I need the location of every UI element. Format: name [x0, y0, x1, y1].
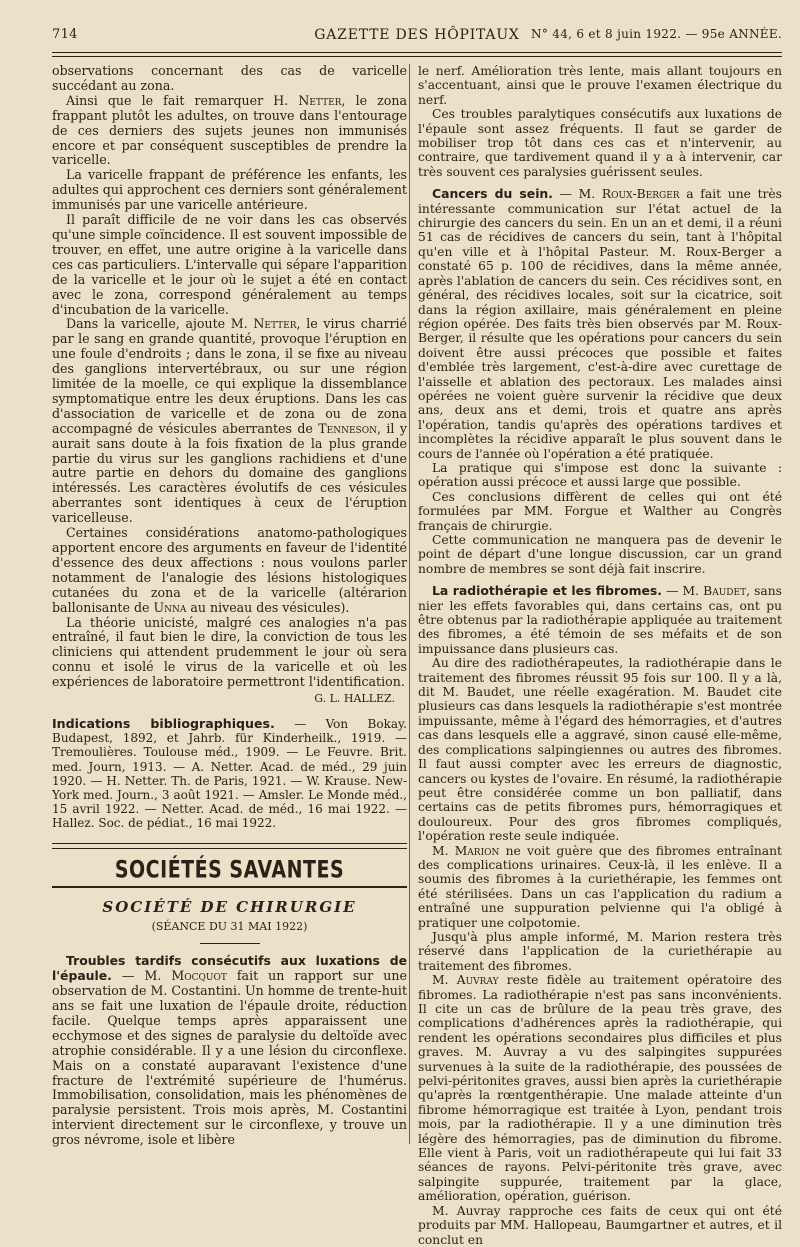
session-date: (SÉANCE DU 31 MAI 1922) — [151, 920, 308, 934]
paragraph: Ces troubles paralytiques consécutifs aux luxations de l'épaule sont assez fréquents. Il faut se garder de mobiliser trop tôt dans ces cas et n'intervenir, au contraire, que tardivement quand il y a à intervenir, car très souvent ces paralysies guérissent seules. — [418, 107, 782, 179]
paragraph: Dans la varicelle, ajoute M. Netter, le virus charrié par le sang en grande quantité, provoque l'éruption en une foule d'endroits ; dans le zona, il se fixe au niveau des ganglions intervertébraux, ou sur une région limitée de la moelle, ce qui explique la dissemblance symptomatique entre les deux éruptions. Dans les cas d'association de varicelle et de zona ou de zona accompagné de vésicules aberrantes de Tenneson, il y aurait sans doute à la fois fixation de la plus grande partie du virus sur les ganglions rachidiens et d'une autre partie en dehors du domaine des ganglions intéressés. Les caractères évolutifs de ces vésicules aberrantes sont identiques à ceux de l'éruption varicelleuse. — [52, 316, 407, 526]
paragraph: Cancers du sein. — M. Roux-Berger a fait une très intéressante communication sur l'état actuel de la chirurgie des cancers du sein. En un an et demi, il a réuni 51 cas de récidives de cancers du sein, tant à l'hôpital qu'en ville et à l'hôpital Pasteur. M. Roux-Berger a constaté 65 p. 100 de récidives, dans la même année, après l'ablation de cancers du sein. Ces récidives sont, en général, des récidives locales, soit sur la cicatrice, soit dans la région axillaire, mais généralement en pleine région opérée. Des faits très bien observés par M. Roux-Berger, il résulte que les opérations pour cancers du sein doivent être aussi précoces que possible et faites d'emblée très largement, c'est-à-dire avec curettage de l'aisselle et ablation des pectoraux. Les malades ainsi opérées ne voient guère survenir la récidive que deux ans, deux ans et demi, trois et quatre ans après l'opération, tandis qu'après des opérations tardives et incomplètes la récidive apparaît le plus souvent dans le cours de l'année où l'opération a été pratiquée. — [418, 186, 782, 461]
paragraph: Certaines considérations anatomo-pathologiques apportent encore des arguments en faveur de l'identité d'essence des deux affections : nous voulons parler notamment de l'analogie des lésions histologiques cutanées du zona et de la varicelle (altérarion ballonisante de Unna au niveau des vésicules). — [52, 525, 407, 615]
header-rule-second — [52, 56, 782, 57]
header-rule — [52, 52, 782, 53]
left-column — [52, 64, 407, 1148]
page-number: 714 — [52, 27, 78, 42]
journal-title: GAZETTE DES HÔPITAUX — [314, 27, 520, 43]
paragraph: Ainsi que le fait remarquer H. Netter, le zona frappant plutôt les adultes, on trouve dans l'entourage de ces derniers des sujets jeunes non immunisés encore et par conséquent susceptibles de prendre la varicelle. — [52, 92, 407, 168]
paragraph: Au dire des radiothérapeutes, la radiothérapie dans le traitement des fibromes réussit 95 fois sur 100. Il y a là, dit M. Baudet, une réelle exagération. M. Baudet cite plusieurs cas dans lesquels la radiothérapie s'est montrée impuissante, même à l'égard des hémorragies, et d'autres cas dans lesquels elle a aggravé, sinon causé elle-même, des complications salpingiennes ou autres des fibromes. Il faut aussi compter avec les erreurs de diagnostic, cancers ou kystes de l'ovaire. En résumé, la radiothérapie peut être considérée comme un bon palliatif, dans certains cas de petits fibromes purs, hémorragiques et douloureux. Pour des gros fibromes compliqués, l'opération reste seule indiquée. — [418, 656, 782, 844]
paragraph: Troubles tardifs consécutifs aux luxations de l'épaule. — M. Mocquot fait un rapport sur une observation de M. Costantini. Un homme de trente-huit ans se fait une luxation de l'épaule droite, réduction facile. Quelque temps après apparaissent une ecchymose et des signes de paralysie du deltoïde avec atrophie considérable. Il y a une lésion du circonflexe. Mais on a constaté auparavant l'existence d'une fracture de l'extrémité supérieure de l'humérus. Immobilisation, consolidation, mais les phénomènes de paralysie persistent. Trois mois après, M. Costantini intervient directement sur le circonflexe, y trouve un gros névrome, isole et libère — [52, 953, 408, 1148]
author-name: Netter — [298, 92, 342, 108]
section-separator — [52, 843, 407, 849]
paragraph: M. Auvray reste fidèle au traitement opératoire des fibromes. La radiothérapie n'est pas sans inconvénients. Il cite un cas de brûlure de la peau très grave, des complications d'adhérences après la radiothérapie, qui rendent les opérations secondaires plus difficiles et plus graves. M. Auvray a vu des salpingites suppurées survenues à la suite de la radiothérapie, des poussées de pelvi-péritonites graves, aussi bien après la curiethérapie qu'après la rœntgenthérapie. Une malade atteinte d'un fibrome hémorragique est traitée à Lyon, pendant trois mois, par la radiothérapie. Il y a une diminution très légère des hémorragies, pas de diminution du fibrome. Elle vient à Paris, voit un radiothérapeute qui lui fait 33 séances de rayons. Pelvi-péritonite très grave, avec salpingite suppurée, traitement par la glace, amélioration, opération, guérison. — [418, 973, 782, 1204]
paragraph: La pratique qui s'impose est donc la suivante : opération aussi précoce et aussi large que possible. — [418, 460, 782, 490]
paragraph: le nerf. Amélioration très lente, mais allant toujours en s'accentuant, ainsi que le prouve l'examen électrique du nerf. — [418, 64, 782, 107]
author-name: Unna — [153, 599, 187, 615]
column-divider — [409, 64, 410, 1144]
bibliography-text: — Von Bokay. Budapest, 1892, et Jahrb. für Kinderheilk., 1919. — Tremoulières. Toulouse méd., 1909. — Le Feuvre. Brit. med. Journ, 1913. — A. Netter. Acad. de méd., 29 juin 1920. — H. Netter. Th. de Paris, 1921. — W. Krause. New-York med. Journ., 3 août 1921. — Amsler. Le Monde méd., 15 avril 1922. — Netter. Acad. de méd., 16 mai 1922. — Hallez. Soc. de pédiat., 16 mai 1922. — [52, 716, 407, 831]
running-header — [52, 27, 782, 47]
article-title: Troubles tardifs consécutifs aux luxations de l'épaule. — [52, 953, 407, 984]
article-title: La radiothérapie et les fibromes. — [432, 583, 663, 599]
author-name: Mocquot — [171, 968, 227, 984]
issue-info: N° 44, 6 et 8 juin 1922. — 95e ANNÉE. — [531, 27, 782, 41]
author-name: Marion — [454, 843, 500, 858]
bibliography-title: Indications bibliographiques. — [52, 715, 275, 731]
paragraph: La varicelle frappant de préférence les enfants, les adultes qui approchent ces derniers sont généralement immunisés par une varicelle antérieure. — [52, 167, 407, 213]
paragraph: M. Auvray rapproche ces faits de ceux qui ont été produits par MM. Hallopeau, Baumgartner et autres, et il conclut en — [418, 1203, 782, 1247]
paragraph: La radiothérapie et les fibromes. — M. Baudet, sans nier les effets favorables qui, dans certains cas, ont pu être obtenus par la radiothérapie appliquée au traitement des fibromes, a été témoin de ses méfaits et de son impuissance dans plusieurs cas. — [418, 583, 782, 656]
author-name: Baudet — [703, 584, 747, 599]
paragraph: La théorie unicisté, malgré ces analogies n'a pas entraîné, il faut bien le dire, la conviction de tous les cliniciens qui attendent prudemment le jour où sera connu et isolé le virus de la varicelle et où les expériences de laboratoire permettront l'identification. — [52, 614, 407, 690]
author-signature: G. L. HALLEZ. — [314, 692, 395, 706]
paragraph: observations concernant des cas de varicelle succédant au zona. — [52, 63, 407, 93]
author-name: Tenneson — [318, 420, 377, 436]
section-rule — [52, 886, 407, 888]
short-rule — [200, 943, 260, 944]
bibliography — [52, 717, 407, 831]
paragraph: M. Marion ne voit guère que des fibromes entraînant des complications urinaires. Ceux-là, il les enlève. Il a soumis des fibromes à la curiethérapie, les femmes ont été stérilisées. Dans un cas l'application du radium a entraîné une suppuration pelvienne qui l'a obligé à pratiquer une colpotomie. — [418, 843, 782, 930]
author-name: Auvray — [456, 973, 499, 988]
paragraph: Cette communication ne manquera pas de devenir le point de départ d'une longue discussion, car un grand nombre de membres se sont déjà fait inscrire. — [418, 533, 782, 576]
paragraph: Il paraît difficile de ne voir dans les cas observés qu'une simple coïncidence. Il est souvent impossible de trouver, en effet, une autre origine à la varicelle dans ces cas particuliers. L'intervalle qui sépare l'apparition de la varicelle et le jour où le sujet a été en contact avec le zona, correspond généralement au temps d'incubation de la varicelle. — [52, 212, 407, 317]
society-title: SOCIÉTÉ DE CHIRURGIE — [102, 897, 357, 916]
section-title: SOCIÉTÉS SAVANTES — [114, 855, 345, 884]
paragraph: Ces conclusions diffèrent de celles qui ont été formulées par MM. Forgue et Walther au Congrès français de chirurgie. — [418, 489, 782, 533]
article-title: Cancers du sein. — [432, 186, 553, 202]
author-name: Roux-Berger — [601, 187, 680, 202]
author-name: Netter — [253, 316, 297, 332]
right-column — [418, 64, 782, 1247]
paragraph: Jusqu'à plus ample informé, M. Marion restera très réservé dans l'application de la curiethérapie au traitement des fibromes. — [418, 929, 782, 973]
